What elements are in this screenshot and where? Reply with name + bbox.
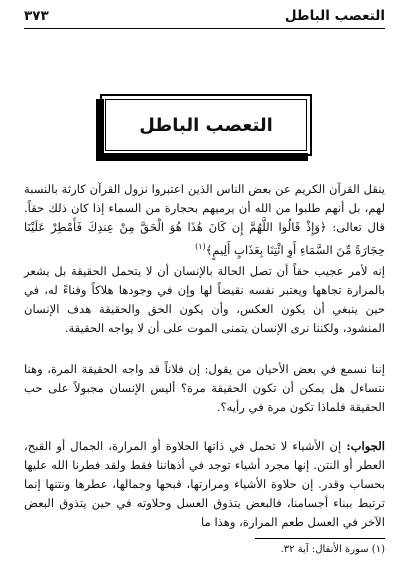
running-title: التعصب الباطل [284, 8, 385, 24]
paragraph-4 [24, 437, 385, 532]
paragraph-1-text: ينقل القرآن الكريم عن بعض الناس الذين اعتبروا نزول القرآن كارثة بالنسبة لهم، بل أنهم طلبوا من الله أن يرميهم بحجارة من السماء إذا كان ذلك حقاً. قال تعالى: ﴿وَإِذْ قَالُوا اللَّهُمَّ إِن كَانَ هَٰذَا هُوَ الْحَقَّ مِنْ عِندِكَ فَأَمْطِرْ عَلَيْنَا حِجَارَةً مِّنَ السَّمَاءِ أَوِ ائْتِنَا بِعَذَابٍ أَلِيمٍ﴾ [24, 182, 385, 257]
paragraph-1 [24, 180, 385, 260]
footnote-rule [255, 538, 385, 539]
page-number: ٣٧٣ [24, 8, 49, 24]
footnote-marker: (١) [195, 242, 206, 251]
paragraph-4-text: إن الأشياء لا تحمل في ذاتها الحلاوة أو المرارة، الجمال أو القبح، العطر أو النتن. إنها مجرد أشياء توجد في أذهاننا فقط ولقد فطرنا الله عليها بحساب وقدر. إن حلاوة الأشياء ومرارتها، قبحها وجمالها، عطرها ونتنها إنما ترتبط ببناء أجسامنا، فالبعض يتذوق العسل وحلاوته في حين يتذوق البعض الآخر في العسل طعم المرارة، وهذا ما [24, 439, 385, 529]
running-header [24, 6, 385, 26]
paragraph-3: إننا نسمع في بعض الأحيان من يقول: إن فلاناً قد واجه الحقيقة المرة، وهنا نتساءل هل يمكن أن تكون الحقيقة مرة؟ أليس الإنسان مجبولاً على حب الحقيقة فلماذا تكون مرة في رأيه؟. [24, 362, 385, 414]
chapter-title-inner-frame [105, 99, 307, 151]
header-rule [24, 28, 385, 29]
chapter-title-frame [100, 94, 312, 156]
footnote: (١) سورة الأنفال: آية ٣٢. [280, 544, 385, 555]
paragraph-2: إنه لأمر عجيب حقاً أن تصل الحالة بالإنسان أن لا يتحمل الحقيقة بل يشعر بالمرارة تجاهها ويعتبر نفسه نقيضاً لها وإن في وجودها هلاكاً وفناءً له، في حين ينبغي أن يكون العكس، وأن يكون الحق والحقيقة هدف الإنسان المنشود، ولكننا نرى الإنسان يتمنى الموت على أن لا يواجه الحقيقة. [24, 264, 385, 335]
chapter-title: التعصب الباطل [139, 114, 273, 136]
answer-label: الجواب: [346, 439, 386, 453]
